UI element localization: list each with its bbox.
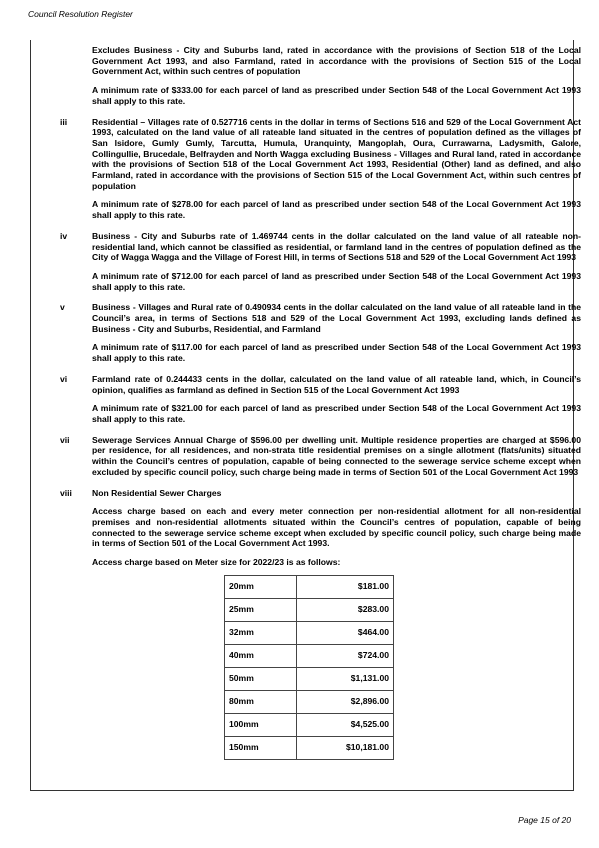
table-row [225, 713, 394, 736]
meter-size-cell: 50mm [225, 667, 297, 690]
table-row [225, 667, 394, 690]
table-intro: Access charge based on Meter size for 2022/23 is as follows: [92, 557, 341, 568]
paragraph: A minimum rate of $117.00 for each parcel of land as prescribed under Section 548 of the Local Government Act 1993 shall apply to this rate. [92, 342, 581, 364]
paragraph: Excludes Business - City and Suburbs land, rated in accordance with the provisions of Section 518 of the Local Government Act 1993, and also Farmland, rated in accordance with the provisions of Section 515 of the Local Government Act, within such centres of population [92, 45, 581, 77]
meter-size-cell: 40mm [225, 644, 297, 667]
table-row [225, 575, 394, 598]
table-row [225, 621, 394, 644]
list-item [60, 302, 581, 364]
paragraph: A minimum rate of $712.00 for each parcel of land as prescribed under Section 548 of the Local Government Act 1993 shall apply to this rate. [92, 270, 581, 292]
list-marker: vii [60, 434, 70, 445]
section-heading: Non Residential Sewer Charges [92, 487, 222, 498]
charge-cell: $10,181.00 [297, 736, 394, 759]
list-marker: viii [60, 487, 72, 498]
table-row [225, 690, 394, 713]
charge-cell: $283.00 [297, 598, 394, 621]
list-item [60, 373, 581, 425]
charge-cell: $4,525.00 [297, 713, 394, 736]
list-item [60, 434, 581, 478]
list-item [60, 116, 581, 221]
meter-size-cell: 80mm [225, 690, 297, 713]
paragraph: A minimum rate of $278.00 for each parcel of land as prescribed under section 548 of the Local Government Act 1993 shall apply to this rate. [92, 199, 581, 221]
table-row [225, 644, 394, 667]
charge-cell: $181.00 [297, 575, 394, 598]
list-item [60, 230, 581, 293]
paragraph: A minimum rate of $333.00 for each parcel of land as prescribed under Section 548 of the Local Government Act 1993 shall apply to this rate. [92, 85, 581, 106]
list-marker: v [60, 302, 65, 313]
meter-size-cell: 25mm [225, 598, 297, 621]
meter-size-cell: 20mm [225, 575, 297, 598]
header-title: Council Resolution Register [28, 9, 133, 19]
list-marker: iii [60, 116, 68, 127]
table-row [225, 736, 394, 759]
paragraph: Sewerage Services Annual Charge of $596.00 per dwelling unit. Multiple residence properties are charged at $596.00 per residence, for all residences, and non-strata title residential premises on a single allotment (flats/units) situated within the Council’s centres of population, capable of being connected to the sewerage service scheme except when excluded by specific council policy, such charge being made in terms of Section 501 of the Local Government Act 1993 [92, 434, 581, 477]
charge-cell: $2,896.00 [297, 690, 394, 713]
meter-size-cell: 32mm [225, 621, 297, 644]
charge-cell: $724.00 [297, 644, 394, 667]
list-item [92, 45, 581, 107]
charge-cell: $1,131.00 [297, 667, 394, 690]
paragraph: Farmland rate of 0.244433 cents in the dollar, calculated on the land value of all rateable land, which, in Council’s opinion, qualifies as farmland as defined in Section 515 of the Local Government Act 1993 [92, 373, 581, 395]
meter-charge-table [224, 575, 394, 760]
paragraph: Business - Villages and Rural rate of 0.490934 cents in the dollar calculated on the land value of all rateable land in the Council’s area, in terms of Sections 518 and 529 of the Local Government Act 1993, excluding lands defined as Business - City and Suburbs, Residential, and Farmland [92, 302, 581, 334]
resolution-content [60, 45, 581, 760]
paragraph: A minimum rate of $321.00 for each parcel of land as prescribed under Section 548 of the Local Government Act 1993 shall apply to this rate. [92, 403, 581, 424]
table-row [225, 598, 394, 621]
paragraph: Residential – Villages rate of 0.527716 cents in the dollar in terms of Sections 516 and 529 of the Local Government Act 1993, calculated on the land value of all rateable land situated in the centres of population defined as the villages of San Isidore, Gumly Gumly, Tarcutta, Humula, Uranquinty, Mangoplah, Oura, Currawarna, Ladysmith, Galore, Collingullie, Brucedale, Belfrayden and North Wagga excluding Business - Villages and Rural land, rated in accordance with the provisions of Section 518 of the Local Government Act 1993, Residential (Other) land as defined, and also Farmland, rated in accordance with the provisions of Section 515 of the Local Government Act, within such centres of population [92, 116, 581, 191]
meter-size-cell: 150mm [225, 736, 297, 759]
page-number: Page 15 of 20 [518, 815, 571, 825]
list-item [60, 487, 581, 568]
paragraph: Access charge based on each and every meter connection per non-residential allotment for all non-residential premises and non-residential allotments situated within the Council’s centres of population, capable of being connected to the sewerage service scheme except when excluded by specific council policy, such charge being made in terms of Section 501 of the Local Government Act 1993. [92, 506, 581, 549]
meter-size-cell: 100mm [225, 713, 297, 736]
paragraph: Business - City and Suburbs rate of 1.469744 cents in the dollar calculated on the land value of all rateable non-residential land, which cannot be classified as residential, or farmland land in the centres of population defined as the City of Wagga Wagga and the Village of Forest Hill, in terms of Sections 518 and 529 of the Local Government Act 1993 [92, 230, 581, 263]
charge-cell: $464.00 [297, 621, 394, 644]
list-marker: iv [60, 230, 68, 241]
list-marker: vi [60, 373, 68, 384]
